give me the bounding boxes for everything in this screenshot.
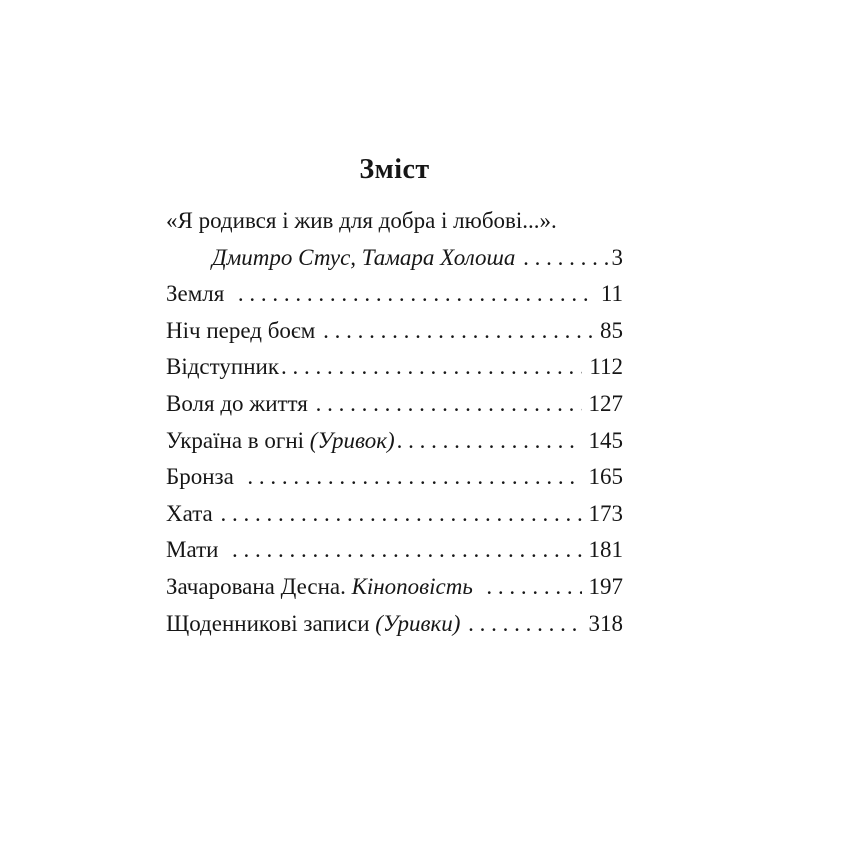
dot-leader (523, 240, 610, 277)
dot-leader (247, 459, 581, 496)
toc-entry-page: 181 (588, 537, 623, 563)
toc-column (166, 150, 623, 642)
toc-row-ukraina-v-ohni (166, 423, 623, 460)
toc-row-maty (166, 532, 623, 569)
dot-leader (281, 349, 582, 386)
toc-row-zacharovana-desna (166, 569, 623, 606)
toc-entry-page: 145 (588, 427, 623, 453)
toc-row-khata (166, 496, 623, 533)
dot-leader (221, 496, 582, 533)
dot-leader (468, 606, 581, 643)
toc-row-zemlia (166, 276, 623, 313)
toc-entry-title: Ніч перед боєм (166, 317, 322, 343)
toc-row-bronza (166, 459, 623, 496)
toc-entry-title: «Я родився і жив для добра і любові...». (166, 208, 557, 233)
toc-entry-page: 112 (589, 354, 623, 380)
toc-entry-subtitle: Кіноповість (351, 573, 485, 599)
dot-leader (232, 532, 582, 569)
dot-leader (238, 276, 594, 313)
toc-entry-title: Земля (166, 281, 236, 307)
toc-entry-title: Хата (166, 500, 219, 526)
dot-leader (486, 569, 581, 606)
toc-entry-subtitle: (Уривки) (375, 610, 467, 636)
toc-entry-page: 173 (588, 500, 623, 526)
toc-row-epigraph-line1 (166, 203, 623, 240)
dot-leader (323, 313, 593, 350)
toc-entry-page: 85 (600, 317, 623, 343)
toc-entry-page: 165 (588, 464, 623, 490)
toc-entry-title: Україна в огні (166, 427, 310, 453)
toc-entry-page: 11 (600, 281, 623, 307)
toc-entry-subtitle: (Уривок) (309, 427, 395, 453)
toc-entry-page: 3 (611, 244, 623, 270)
toc-row-epigraph-line2 (166, 240, 623, 277)
toc-entry-title: Щоденникові записи (166, 610, 376, 636)
toc-entry-title: Мати (166, 537, 230, 563)
toc-row-vidstupnyk (166, 349, 623, 386)
toc-entry-title: Воля до життя (166, 390, 314, 416)
toc-row-volia-do-zhyttia (166, 386, 623, 423)
toc-row-nich-pered-boiem (166, 313, 623, 350)
dot-leader (397, 423, 582, 460)
toc-entry-authors: Дмитро Стус, Тамара Холоша (212, 244, 522, 270)
toc-entry-title: Бронза (166, 464, 246, 490)
toc-row-shchodennykovi-zapysy (166, 606, 623, 643)
dot-leader (316, 386, 582, 423)
toc-entry-page: 318 (588, 610, 623, 636)
toc-entry-title: Відступник (166, 354, 279, 380)
page-title: Зміст (359, 154, 430, 185)
toc-entry-page: 197 (588, 573, 623, 599)
toc-entry-page: 127 (588, 390, 623, 416)
toc-entry-title: Зачарована Десна. (166, 573, 352, 599)
